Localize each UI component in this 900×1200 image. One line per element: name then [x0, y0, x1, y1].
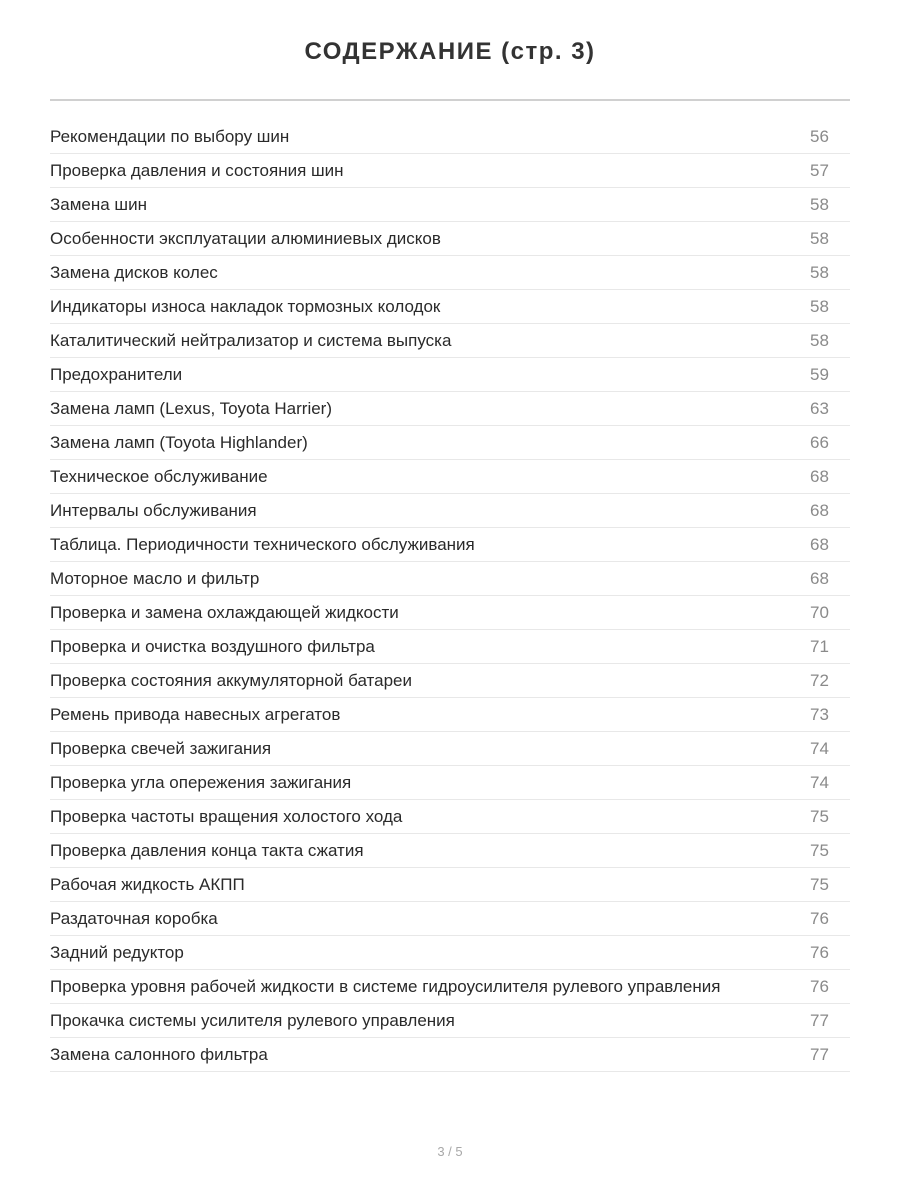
title-divider: [50, 99, 850, 101]
toc-entry[interactable]: [50, 392, 850, 426]
toc-entry-page-number: 59: [810, 364, 829, 384]
toc-entry-title: Замена дисков колес: [50, 262, 218, 282]
toc-entry-title: Замена салонного фильтра: [50, 1044, 268, 1064]
toc-entry-title: Особенности эксплуатации алюминиевых дисков: [50, 228, 441, 248]
toc-entry-title: Ремень привода навесных агрегатов: [50, 704, 341, 724]
toc-entry[interactable]: [50, 1038, 850, 1072]
toc-entry-title: Каталитический нейтрализатор и система выпуска: [50, 330, 452, 350]
toc-entry[interactable]: [50, 494, 850, 528]
toc-entry-page-number: 58: [810, 330, 829, 350]
toc-entry-page-number: 68: [810, 568, 829, 588]
toc-entry-page-number: 58: [810, 194, 829, 214]
toc-entry-title: Техническое обслуживание: [50, 466, 268, 486]
toc-entry[interactable]: [50, 868, 850, 902]
toc-entry-page-number: 74: [810, 772, 829, 792]
toc-entry-page-number: 75: [810, 806, 829, 826]
toc-entry-page-number: 58: [810, 296, 829, 316]
toc-entry-title: Раздаточная коробка: [50, 908, 218, 928]
toc-entry-page-number: 76: [810, 908, 829, 928]
toc-entry-title: Предохранители: [50, 364, 183, 384]
toc-entry-title: Индикаторы износа накладок тормозных колодок: [50, 296, 441, 316]
page-title: СОДЕРЖАНИЕ (стр. 3): [304, 38, 596, 65]
toc-entry-title: Проверка угла опережения зажигания: [50, 772, 352, 792]
toc-entry-page-number: 77: [810, 1044, 829, 1064]
toc-entry-title: Проверка и замена охлаждающей жидкости: [50, 602, 399, 622]
page-number: 3 / 5: [437, 1144, 463, 1159]
toc-entry[interactable]: [50, 324, 850, 358]
toc-entry-title: Проверка состояния аккумуляторной батареи: [50, 670, 412, 690]
toc-entry-page-number: 71: [810, 636, 829, 656]
toc-entry[interactable]: [50, 562, 850, 596]
toc-entry-title: Замена ламп (Toyota Highlander): [50, 432, 308, 452]
toc-entry-page-number: 58: [810, 228, 829, 248]
toc-entry-page-number: 66: [810, 432, 829, 452]
toc-entry-page-number: 70: [810, 602, 829, 622]
toc-entry-title: Рабочая жидкость АКПП: [50, 874, 245, 894]
toc-entry[interactable]: [50, 970, 850, 1004]
toc-entry-title: Проверка частоты вращения холостого хода: [50, 806, 403, 826]
toc-entry-title: Проверка давления и состояния шин: [50, 160, 344, 180]
toc-entry-page-number: 76: [810, 942, 829, 962]
toc-entry-title: Замена ламп (Lexus, Toyota Harrier): [50, 398, 333, 418]
toc-entry[interactable]: [50, 834, 850, 868]
toc-entry-title: Проверка свечей зажигания: [50, 738, 272, 758]
toc-entry-page-number: 58: [810, 262, 829, 282]
toc-entry[interactable]: [50, 120, 850, 154]
toc-entry-title: Моторное масло и фильтр: [50, 568, 260, 588]
toc-entry[interactable]: [50, 698, 850, 732]
toc-entry-title: Прокачка системы усилителя рулевого управления: [50, 1010, 455, 1030]
toc-entry[interactable]: [50, 154, 850, 188]
toc-entry-page-number: 74: [810, 738, 829, 758]
toc-entry-page-number: 68: [810, 534, 829, 554]
toc-entry-title: Проверка уровня рабочей жидкости в системе гидроусилителя рулевого управления: [50, 976, 721, 996]
toc-entry[interactable]: [50, 596, 850, 630]
toc-entry[interactable]: [50, 358, 850, 392]
toc-entry-page-number: 57: [810, 160, 829, 180]
toc-entry[interactable]: [50, 630, 850, 664]
toc-entry[interactable]: [50, 936, 850, 970]
toc-entry[interactable]: [50, 426, 850, 460]
toc-entry-title: Проверка и очистка воздушного фильтра: [50, 636, 375, 656]
toc-entry-page-number: 56: [810, 126, 829, 146]
toc-entry[interactable]: [50, 290, 850, 324]
toc-entry[interactable]: [50, 664, 850, 698]
toc-entry-page-number: 72: [810, 670, 829, 690]
toc-entry[interactable]: [50, 766, 850, 800]
toc-entry-page-number: 68: [810, 466, 829, 486]
toc-entry-page-number: 76: [810, 976, 829, 996]
toc-entry[interactable]: [50, 460, 850, 494]
toc-entry-page-number: 63: [810, 398, 829, 418]
toc-entry-page-number: 73: [810, 704, 829, 724]
toc-entry[interactable]: [50, 902, 850, 936]
toc-entry[interactable]: [50, 256, 850, 290]
toc-list: [50, 120, 850, 1072]
toc-entry[interactable]: [50, 800, 850, 834]
toc-entry[interactable]: [50, 528, 850, 562]
toc-entry-page-number: 68: [810, 500, 829, 520]
toc-entry-title: Задний редуктор: [50, 942, 184, 962]
toc-entry[interactable]: [50, 222, 850, 256]
toc-entry[interactable]: [50, 188, 850, 222]
toc-entry[interactable]: [50, 732, 850, 766]
toc-entry-title: Рекомендации по выбору шин: [50, 126, 290, 146]
toc-entry[interactable]: [50, 1004, 850, 1038]
toc-entry-page-number: 77: [810, 1010, 829, 1030]
toc-entry-title: Интервалы обслуживания: [50, 500, 257, 520]
toc-entry-title: Замена шин: [50, 194, 147, 214]
toc-entry-title: Таблица. Периодичности технического обслуживания: [50, 534, 475, 554]
toc-entry-title: Проверка давления конца такта сжатия: [50, 840, 364, 860]
toc-entry-page-number: 75: [810, 840, 829, 860]
toc-entry-page-number: 75: [810, 874, 829, 894]
